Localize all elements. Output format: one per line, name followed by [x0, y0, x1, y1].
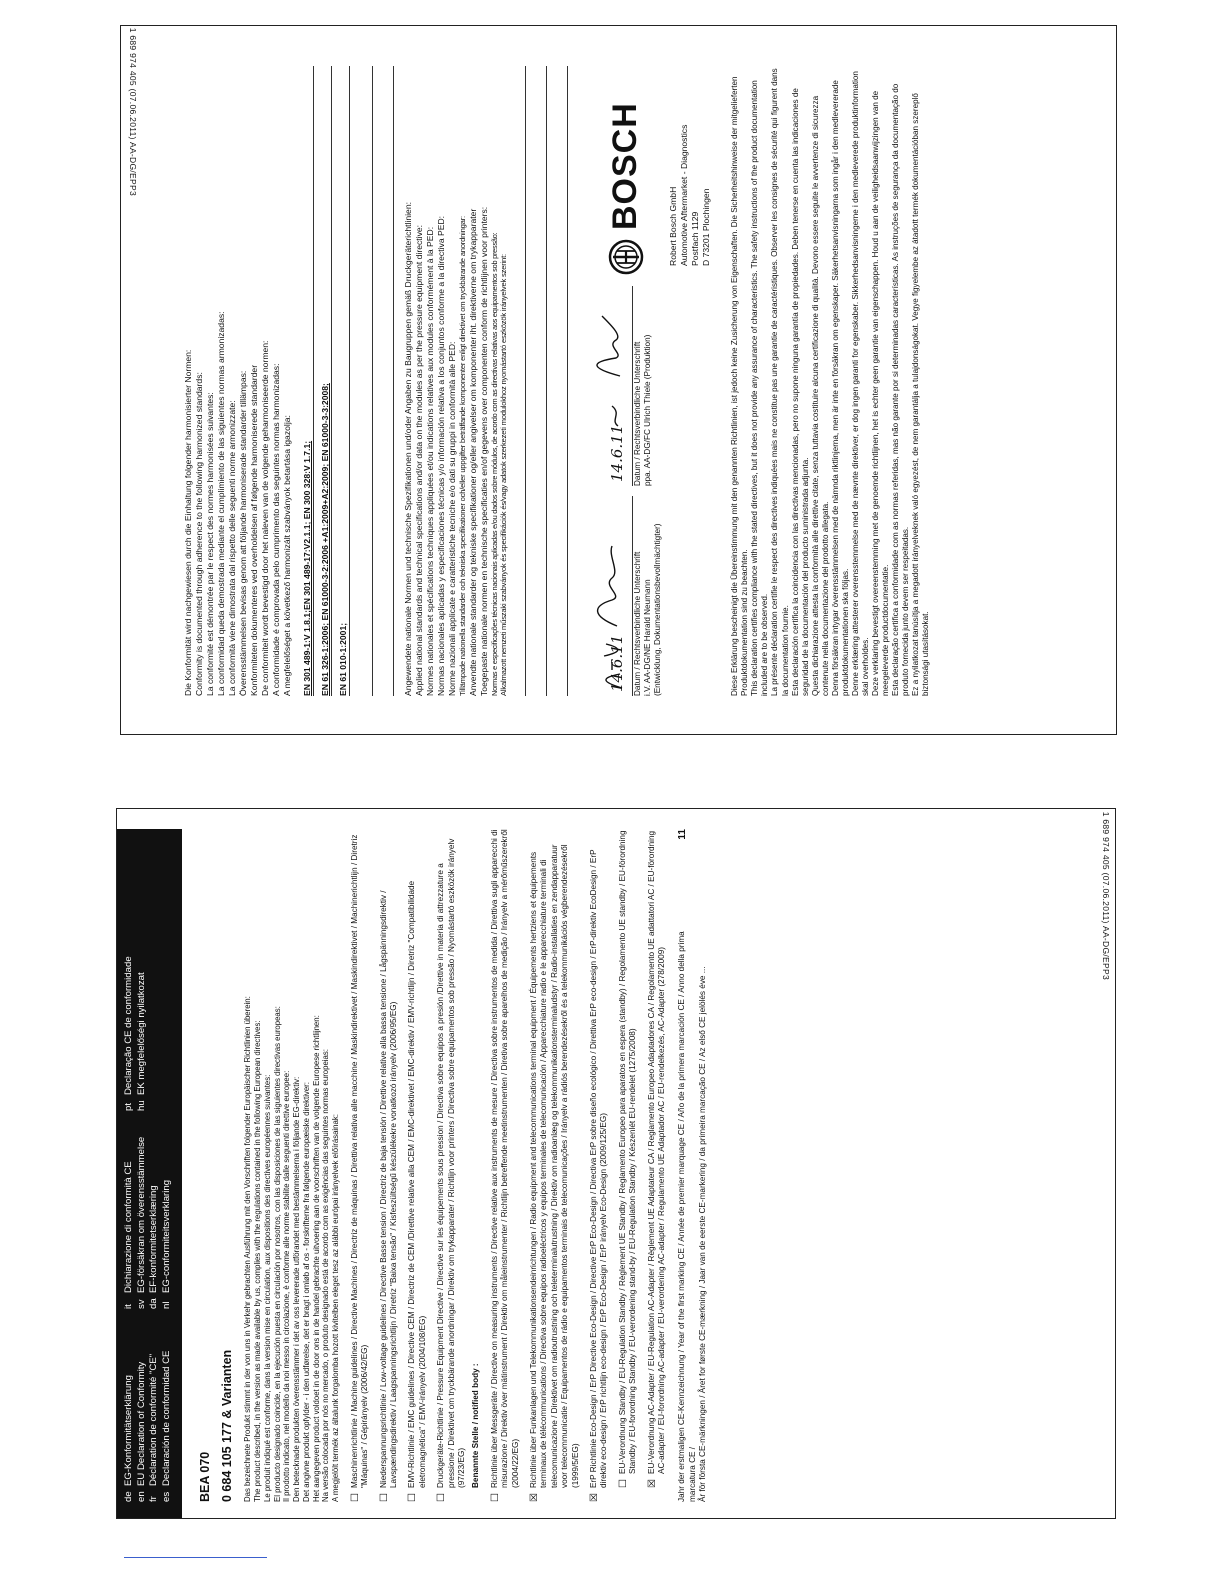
address-line: D 73201 Plochingen — [701, 188, 712, 266]
signatory-name: i.V. AA-DG/NE Harald Neumann — [643, 579, 653, 696]
directive-pressure-equipment — [436, 829, 467, 1502]
address-line: Postfach 1129 — [690, 211, 700, 266]
directive-text: Druckgeräte-Richtlinie / Pressure Equipment Directive / Directive sur les équipements sous pression / Directiva sobre equipos a presión /Direttive in materia di attrezzature a pressione / Direktivet om tryckbärande anordningar / Direktiv om trykapparater / Richtlijn voor printers / Directiva sobre equipamentos sob pressão / Nyomástartó eszközök irányelv (97/23/EG) — [436, 838, 466, 1488]
directive-text: EMV-Richtlinie / EMC guidelines / Directive CEM / Directriz de CEM /Direttive relative alla CEM / EMC-direktivet / EMC-direktiv / EMV-richtlijn / Diretriz "Compatibilidade eletromagnética" / EMV-irányelv (2004/108/EG) — [407, 880, 427, 1488]
standard-line: EN 301 489-1:V 1.8.1;EN 301 489-17:V2.1.1; EN 300 328:V 1.7.1; — [302, 66, 314, 696]
language-code: sv — [135, 1299, 147, 1309]
declaration-title: Declaración de conformidad CE — [160, 1350, 172, 1486]
standard-line: EN 61 010-1:2001; — [338, 66, 350, 696]
directive-checkbox[interactable]: ☐ — [489, 1493, 501, 1502]
language-code: fr — [148, 1496, 160, 1502]
language-code: de — [123, 1491, 134, 1502]
directive-text: EU-Verordnung Standby / EU-Regulation Standby / Règlement UE Standby / Reglamento Europeo para aparatos en espera (standby) / Regolamento UE standby / EU-förordning Standby / EU-forordning Standby / EU-verordening stand-by / EU-Regulation Standby / Készenlét EU-rendelet (1275/2008) — [617, 830, 638, 1474]
intro-line: La conformità viene dimostrata dal rispetto delle seguenti norme armonizzate: — [227, 400, 237, 696]
blank-national-line — [551, 66, 568, 696]
directive-checkbox[interactable]: ☐ — [378, 1493, 390, 1502]
intro-line: Das bezeichnete Produkt stimmt in der von uns in Verkehr gebrachten Ausführung mit den Vorschriften folgender Europäischer Richtlinien überein: — [243, 996, 253, 1502]
declaration-title: EU Declaration of Conformity — [135, 1361, 147, 1486]
directive-checkbox[interactable]: ☒ — [589, 1493, 601, 1502]
disclaimer-paragraph: Esta declaración certifica la coincidencia con las directivas mencionadas, pero no supone ninguna garantía de propiedades. Deben tenerse en cuenta las indicaciones de seguridad de la documentación del producto suministrada adjunta. — [790, 88, 810, 696]
intro-line: Angewendete nationale Normen und technische Spezifikationen und/oder Angaben zu Baugruppen gemäß Druckgeräterichtlinien: — [403, 202, 413, 696]
disclaimer-paragraph: Questa dichiarazione attesta la conformità alle direttive citate, senza tuttavia costituire alcuna certificazione di qualità. Devono essere seguite le avvertenze di sicurezza contenute nella documentazione del prodotto allegata. — [810, 95, 830, 696]
language-code: es — [160, 1491, 172, 1502]
signature-label — [633, 496, 664, 696]
product-name: BEA 070 — [197, 1451, 212, 1502]
directive-text: Richtlinie über Funkanlagen und Telekommunikationsendeinrichtungen / Radio equipment and telecommunications terminal equipment / Équipements hertziens et équipements terminaux de télécommunications / Directiva sobre equipos radioeléctricos y equipos terminales de telecomunicación / Apparecchiature radio e le apparecchiature terminali di telecomunicazione / Direktivet om radioutrustning och teleterminalutrustning / Direktiv om radioanlæg og telekommunikationsterminaludstyr / Radio-installaties en zendapparatuur voor telecommunicatie / Equipamentos de rádio e equipamentos terminais de telecomunicações / Irányelv a rádiós berendezésekről és a telekommunikációs végberendezésekről (1999/5/EG) — [529, 844, 580, 1488]
directive-text: ErP Richtlinie Eco-Design / ErP Directive Eco-Design / Directive ErP Eco-Design / Directiva ErP sobre diseño ecológico / Direttiva ErP eco-design / ErP-direktiv EcoDesign / ErP direktiv eco-design / ErP richtlijn eco-design / ErP Eco-Design / ErP irányelv Eco-Design (2009/125/EG) — [589, 849, 609, 1488]
disclaimer-paragraph: This declaration certifies compliance with the stated directives, but it does not provide any assurance of characteristics. The safety instructions of the product documentation included are to be observed. — [750, 80, 770, 696]
signature-block-development — [582, 496, 664, 696]
hyperlink-underline — [124, 1557, 267, 1558]
national-standards-intro — [403, 66, 568, 696]
intro-line: Il prodotto indicato, nel modello da noi messo in circolazione, è conforme alle norme stabilite dalle seguenti direttive europee: — [282, 1070, 292, 1502]
disclaimer-paragraph: Ez a nyilatkozat tanúsítja a megadott irányelveknek való egyezést, de nem garantálja a tulajdonságokat. Vegye figyelembe az átadott termék dokumentációban szereplő biztonsági utasításokat. — [910, 93, 930, 696]
year-label — [677, 900, 708, 1502]
title-column — [123, 1119, 174, 1309]
title-column — [123, 881, 174, 1111]
intro-line: Die Konformität wird nachgewiesen durch die Einhaltung folgender harmonisierter Normen: — [183, 349, 193, 696]
intro-line: Normes nationales et spécifications techniques appliquées et/ou indications relatives aux modules conformément à la PED: — [425, 226, 435, 696]
intro-line: Le produit indiqué est conforme, dans la version mise en circulation, aux dispositions des directives européennes suivantes: — [262, 1074, 272, 1502]
page-1-content — [117, 809, 1116, 1519]
intro-line: Anvendte nationale standarder og tekniske specifikationer og/eller angivelser om komponenter iht. direktiverne om trykapparater — [467, 208, 478, 696]
directive-checkbox[interactable]: ☒ — [646, 1479, 658, 1488]
intro-line: Norme nazionali applicate e caratteristiche tecniche e/o dati su gruppi in conformità alle PED: — [447, 341, 457, 696]
year-value: 11 — [677, 829, 689, 840]
signature-section — [582, 66, 664, 696]
disclaimer — [730, 66, 931, 696]
document-reference: 1 689 974 405 (07.06.2011) AA-DG/EPP3 — [1101, 811, 1111, 980]
address-line: Automotive Aftermarket - Diagnostics — [678, 124, 689, 266]
intro-line: Alkalmazott nemzeti műszaki szabványok és specifikációk és/vagy adatok szerkezeti modulokhoz nyomástartó eszközök irányelvek szerint: — [499, 254, 509, 696]
directive-radio-telecom — [529, 829, 581, 1502]
blank-standard-line — [377, 66, 394, 696]
notified-body-label: Benannte Stelle / notified body : — [471, 1363, 481, 1488]
language-code: pt — [123, 1102, 134, 1111]
intro-line: The product described, in the version as made available by us, complies with the regulations contained in the following European directives: — [253, 1020, 263, 1502]
intro-line: Den betecknade produkten överensstämmer i det av oss levererade utförandet med bestämmelserna i följande EG-direktiv: — [292, 1076, 302, 1502]
directive-checkbox[interactable]: ☐ — [407, 1493, 419, 1502]
disclaimer-paragraph: Esta declaração certifica a conformidade com as normas referidas, mas não garante por si determinadas características. As instruções de segurança da documentação do produto fornecida junto devem ser respeitadas. — [890, 83, 910, 696]
standard-line: EN 61 326-1:2006; EN 61000-3-2:2006 +A1:2009+A2:2009; EN 61000-3-3:2008; — [320, 66, 332, 696]
declaration-title-bar — [117, 829, 182, 1519]
declaration-title: EG-conformiteitsverklaring — [160, 1179, 172, 1293]
declaration-page-2 — [120, 25, 1117, 735]
signature-block-production — [582, 286, 664, 486]
handwritten-date: 14.6.11 — [607, 634, 626, 692]
declaration-title: Déclaration de conformité "CE" — [148, 1353, 160, 1486]
directive-erp-eco-design — [589, 829, 610, 1502]
intro-line: A megjelölt termék az általunk forgalomba hozott kivitelben eleget tesz az alábbi európai irányelvek előírásainak: — [330, 1114, 340, 1502]
directive-checkbox[interactable]: ☐ — [349, 1493, 361, 1502]
declaration-page-1 — [116, 808, 1116, 1519]
bosch-wordmark: BOSCH — [606, 102, 645, 230]
intro-line: Normas e especificações técnicas nacionais aplicadas e/ou dados sobre módulos, de acordo com as directivas relativas aos equipamentos sob pressão: — [489, 232, 499, 696]
signatory-name: ppa. AA-DG/FC Ulrich Thiele (Produktion) — [643, 334, 653, 486]
signature-caption: Datum / Rechtsverbindliche Unterschrift — [632, 341, 642, 486]
language-code: nl — [160, 1301, 172, 1309]
intro-line: Na versão colocada por nós no mercado, o produto designado está de acordo com as exigências das seguintes normas europeias: — [321, 1049, 331, 1502]
harmonized-standards-intro — [183, 66, 293, 696]
declaration-title: EK megfelelőségi nyilatkozat — [135, 972, 147, 1095]
directive-low-voltage — [379, 829, 400, 1502]
disclaimer-paragraph: Denne erklæring attesterer overensstemmelse med de nævnte direktiver, er dog ingen garanti for egenskaber. Sikkerhedsanvisningerne i den medleverede produktinformation skal overholdes. — [850, 71, 870, 696]
directive-emc — [407, 829, 428, 1502]
directive-machinery — [350, 829, 371, 1502]
directive-text: Maschinenrichtlinie / Machine guidelines / Directive Machines / Directriz de máquinas / Direttiva relativa alle macchine / Maskindirektivet / Maskindirektivet / Machinerichtlijn / Diretriz "Máquinas" / Gépirányelv (2006/42/EG) — [349, 834, 370, 1488]
disclaimer-paragraph: La présente déclaration certifie le respect des directives indiquées mais ne constitue pas une garantie de caractéristiques. Observer les consignes de sécurité qui figurent dans la documentation fournie. — [770, 68, 790, 696]
intro-line: Konformiteten dokumenteres ved overholdelsen af følgende harmoniserede standarder — [249, 364, 259, 696]
intro-line: Het aangegeven product voldoet in de door ons in de handel gebrachte uitvoering aan de voorschriften van de volgende Europese richtlijnen: — [311, 1015, 321, 1502]
declaration-title: Declaração CE de conformidade — [123, 956, 134, 1095]
intro-line: El producto designado coincide, en la ejecución puesta en circulación por nosotros, con las disposiciones de las siguientes directivas europeas: — [272, 1006, 282, 1502]
address-line: Robert Bosch GmbH — [667, 186, 678, 266]
blank-national-line — [530, 66, 547, 696]
intro-line: Överensstämmelsen bevisas genom att följande harmoniserade standarder tillämpas: — [238, 370, 248, 696]
year-label-line: Jahr der erstmaligen CE-Kennzeichnung / Year of the first marking CE / Année de premier marquage CE / Año de la primera marcación CE / Anno della prima marcatura CE / — [677, 931, 697, 1502]
intro-line: A megfelelőséget a következő harmonizált szabványok betartása igazolja: — [282, 415, 292, 696]
declaration-title: Dichiarazione di conformità CE — [123, 1161, 134, 1293]
directive-checkbox[interactable]: ☒ — [529, 1493, 540, 1502]
signature-caption: Datum / Rechtsverbindliche Unterschrift — [632, 551, 642, 696]
language-code: it — [123, 1304, 134, 1309]
intro-line: La conformidad queda demostrada mediante el cumplimiento de las siguientes normas armonizadas: — [216, 311, 226, 696]
company-address — [668, 66, 713, 266]
harmonized-standards-list — [302, 66, 394, 696]
disclaimer-paragraph: Diese Erklärung bescheinigt die Übereinstimmung mit den genannten Richtlinien, ist jedoch keine Zusicherung von Eigenschaften. Die Sicherheitshinweise der mitgelieferten Produktdokumentation sind zu beachten. — [730, 76, 750, 696]
first-ce-marking-year — [677, 829, 708, 1502]
signatory-role: (Entwicklung, Dokumentationsbevollmächtigter) — [653, 523, 663, 696]
directive-text: Richtlinie über Messgeräte / Directive on measuring instruments / Directive relative aux instruments de mesure / Directiva sobre instrumentos de medida / Direttiva sugli apparecchi di misurazione / Direktiv över mätinstrument / Direktiv om måleinstrumenter / Richtlijn betreffende meetinstrumenten / Diretiva sobre aparelhos de medição / Irányelv a mérőműszerekről (2004/22/EG) — [489, 829, 520, 1488]
directives-intro — [243, 829, 340, 1502]
intro-line: Normas nacionales aplicadas y especificaciones técnicas y/o información relativa a los conjuntos conforme a la directiva PED: — [436, 215, 446, 696]
page-2-content — [121, 26, 1117, 735]
directive-text: Niederspannungsrichtlinie / Low-voltage guidelines / Directive Basse tension / Directriz de baja tensión / Direttive relative alla bassa tensione / Lågspänningsdirektiv / Lavspændingsdirektiv / Laagspanningsrichtlijn / Diretriz "Baixa tensão" / Kisfeszültségű készülékekre vonatkozó irányelv (2006/95/EG) — [378, 890, 398, 1488]
intro-line: Toegepaste nationale normen en technische specificaties en/of gegevens over componenten conform de richtlijnen voor printers: — [478, 206, 489, 696]
bosch-armature-logo-icon — [607, 238, 645, 276]
intro-line: A conformidade é comprovada pelo cumprimento das seguintes normas harmonizadas: — [271, 363, 281, 696]
intro-line: De conformiteit wordt bevestigd door het naleven van de volgende geharmoniseerde normen: — [260, 340, 270, 696]
intro-line: Det angivne produkt opfylder - i den udførelse, det er bragt i omløb af os - forskrifterne fra følgende europæiske direktiver: — [301, 1082, 311, 1502]
directive-standby — [618, 829, 639, 1488]
declaration-title: EF-konformitetserklæring — [148, 1185, 160, 1293]
handwritten-signature — [582, 496, 633, 696]
bosch-brand — [588, 102, 664, 276]
product-number: 0 684 105 177 & Varianten — [219, 1349, 234, 1502]
intro-line: Tillämpade nationella standarder och tekniska specifikationer och/eller uppgifter beträffande komponenter enligt direktivet om tryckbärande anordningar: — [458, 216, 467, 696]
intro-line: La conformité est démontrée par le respect des normes harmonisées suivantes: — [205, 392, 215, 696]
blank-standard-line — [356, 66, 373, 696]
disclaimer-paragraph: Denna försäkran intygar överensstämmelsen med de nämnda riktlinjerna, men är inte en försäkran om egenskaper. Säkerhetsanvisningarna som ingår i den medlevererade produktdokumentationen ska följas. — [830, 80, 850, 696]
declaration-title: EG-försäkran om överensstämmelse — [135, 1136, 147, 1293]
intro-line: Applied national standards and technical specifications and/or data on the modules as per the pressure equipment directive: — [414, 224, 424, 696]
language-code: da — [148, 1298, 160, 1309]
handwritten-date: 14.6.11 — [607, 424, 626, 482]
handwritten-signature — [582, 286, 633, 486]
blank-national-line — [509, 66, 526, 696]
intro-line: Conformity is documented through adherence to the following harmonized standards: — [194, 372, 204, 696]
title-column — [123, 1317, 174, 1502]
year-label-line: År för första CE-märkningen / Året for første CE-mærkning / Jaar van de eerste CE-markering / da primeira marcação CE / Az első CE jelölés éve ... — [698, 966, 708, 1502]
directive-measuring-instruments — [490, 829, 521, 1502]
directive-text: EU-Verordnung AC-Adapter / EU-Regulation AC-Adapter / Règlement UE Adaptateur CA / Reglamento Europeo Adaptadores CA / Regolamento UE adattatori AC / EU-förordning AC-adapter / EU-forordning AC-adapter / EU-verordening AC-adapter / Regulamento UE Adaptador AC / EU-rendelkezés, AC-Adapter (278/2009) — [646, 830, 667, 1474]
directive-checkbox[interactable]: ☐ — [436, 1493, 448, 1502]
signature-label — [633, 286, 654, 486]
language-code: en — [135, 1491, 147, 1502]
directive-ac-adapter — [647, 829, 668, 1488]
disclaimer-paragraph: Deze verklaring bevestigt overeenstemming met de genoemde richtlijnen, het is echter geen garantie van eigenschappen. Houd u aan de veiligheidsaanwijzingen van de meegeleverde productdocumentatie. — [870, 90, 890, 696]
declaration-title: EG-Konformitätserklärung — [123, 1375, 134, 1486]
language-code: hu — [135, 1100, 147, 1111]
directive-checkbox[interactable]: ☐ — [617, 1479, 629, 1488]
document-reference: 1 689 974 405 (07.06.2011) AA-DG/EPP3 — [127, 27, 138, 196]
